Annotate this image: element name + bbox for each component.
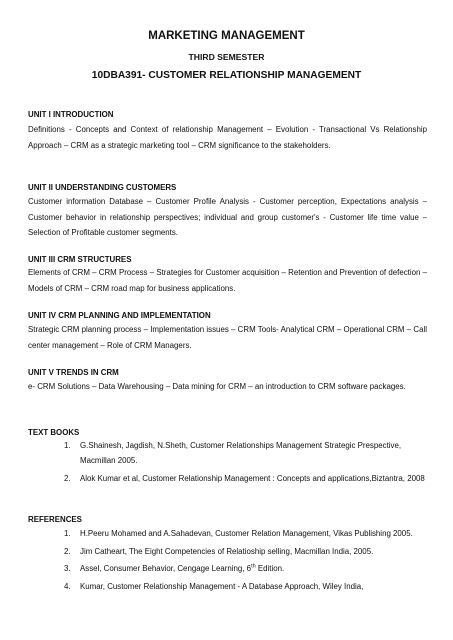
text-books-list [28,438,427,489]
unit-1-title: UNIT I INTRODUCTION [28,110,114,119]
list-text: G.Shainesh, Jagdish, N.Sheth, Customer Relationships Management Strategic Prespective, Macmillan 2005. [80,441,402,466]
unit-5-text: e- CRM Solutions – Data Warehousing – Data mining for CRM – an introduction to CRM software packages. [28,382,406,391]
list-number: 1. [64,441,71,450]
text-books-title: TEXT BOOKS [28,428,80,437]
superscript: th [251,563,256,570]
text-book-item [28,471,427,486]
unit-2-title: UNIT II UNDERSTANDING CUSTOMERS [28,183,177,192]
list-number: 3. [64,564,71,574]
reference-item [28,544,427,559]
unit-3-text: Elements of CRM – CRM Process – Strategies for Customer acquisition – Retention and Prevention of defection – Models of CRM – CRM road map for business applications. [28,268,427,293]
list-number: 2. [64,473,71,483]
list-text: Alok Kumar et al, Customer Relationship Management : Concepts and applications,Biztantra, 2008 [80,473,425,483]
reference-item [28,561,427,576]
semester-label: THIRD SEMESTER [188,52,265,62]
reference-text-before: Assel, Consumer Behavior, Cengage Learning, 6 [80,564,252,574]
unit-4-title: UNIT IV CRM PLANNING AND IMPLEMENTATION [28,311,211,320]
document-title: MARKETING MANAGEMENT [148,30,305,42]
text-book-item [28,438,427,468]
reference-item [28,526,427,541]
list-number: 4. [64,582,71,592]
unit-1-text: Definitions - Concepts and Context of relationship Management – Evolution - Transactional Vs Relationship Approach – CRM as a strategic marketing tool – CRM significance to the stakeholders. [28,125,427,150]
list-number: 2. [64,546,71,556]
list-text: Jim Catheart, The Eight Competencies of Relatioship selling, Macmillan India, 2005. [80,546,374,556]
list-text: Kumar, Customer Relationship Management - A Database Approach, Wiley India, [80,582,364,592]
list-text: H.Peeru Mohamed and A.Sahadevan, Customer Relation Management, Vikas Publishing 2005. [80,529,413,538]
unit-4-text: Strategic CRM planning process – Implementation issues – CRM Tools- Analytical CRM – Operational CRM – Call center management – Role of CRM Managers. [28,325,427,350]
unit-3-title: UNIT III CRM STRUCTURES [28,255,132,264]
reference-text-after: Edition. [255,564,285,574]
references-list [28,526,427,597]
course-title: 10DBA391- CUSTOMER RELATIONSHIP MANAGEMENT [91,70,362,81]
unit-2-text: Customer information Database – Customer Profile Analysis - Customer perception, Expectations analysis – Customer behavior in relationship perspectives; individual and group customer's - Customer life time value – Selection of Profitable customer segments. [28,197,427,237]
reference-item [28,579,427,594]
references-title: REFERENCES [28,515,82,524]
list-number: 1. [64,529,71,538]
unit-5-title: UNIT V TRENDS IN CRM [28,368,119,377]
list-text [80,561,427,576]
